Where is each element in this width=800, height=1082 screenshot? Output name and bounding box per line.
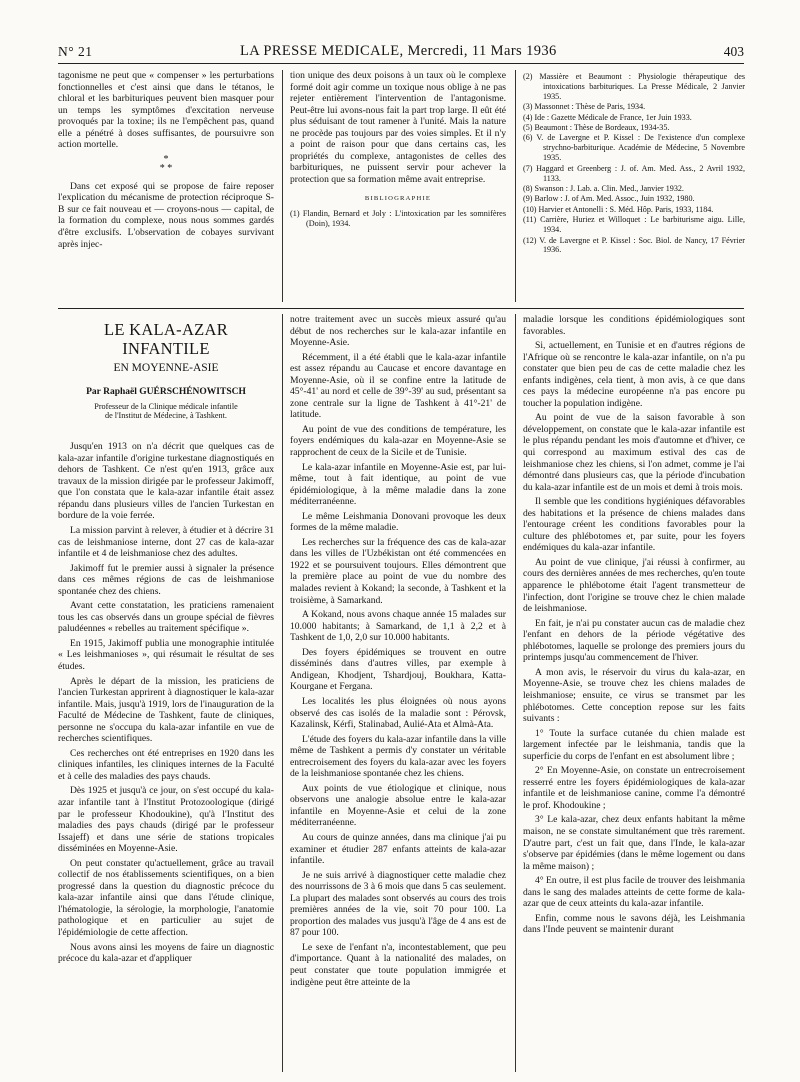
paragraph: Le sexe de l'enfant n'a, incontestablement, que peu d'importance. Quant à la nationalité des malades, on peut constater que toute population immigrée et indigène peut être atteinte de la [290,941,506,988]
paragraph: Au point de vue des conditions de température, les foyers endémiques du kala-azar en Moyenne-Asie se rapprochent de ceux de la Sicile et de Tunisie. [290,423,506,459]
paragraph: En fait, je n'ai pu constater aucun cas de maladie chez l'enfant en dehors de la période végétative des phlébotomes, laquelle se prolonge des premiers jours du printemps jusqu'au commencement de l'hiver. [523,617,745,664]
reference-item: (6) V. de Lavergne et P. Kissel : De l'existence d'un complexe strychno-barbiturique. Académie de Médecine, 5 Novembre 1935. [523,133,745,163]
reference-item: (3) Massonnet : Thèse de Paris, 1934. [523,102,646,112]
paragraph: Aux points de vue étiologique et clinique, nous observons une analogie absolue entre le kala-azar infantile en Moyenne-Asie et celui de la zone méditerranéenne. [290,782,506,829]
reference-item: (9) Barlow : J. of Am. Med. Assoc., Juin 1932, 1980. [523,194,695,204]
reference-item: (5) Beaumont : Thèse de Bordeaux, 1934-35. [523,123,670,133]
author-affiliation: Professeur de la Clinique médicale infantile de l'Institut de Médecine, à Tashkent. [94,401,238,421]
reference-item: (12) V. de Lavergne et P. Kissel : Soc. Biol. de Nancy, 17 Février 1936. [523,235,745,255]
article-column-2 [290,314,506,1074]
paragraph: Des foyers épidémiques se trouvent en outre disséminés dans d'autres villes, par exemple à Andigean, Khodjent, Tshardjouj, Boukhara, Katta-Kourgane et Fergana. [290,646,506,693]
paragraph: tion unique des deux poisons à un taux où le complexe formé doit agir comme un toxique nous oblige à ne pas rejeter entièrement l'intervention de l'antagonisme. Peut-être lui avons-nous fait la part trop large. Il eût été plus séduisant de tout ramener à l'unité. Mais la nature ne procède pas toujours par des voies simples. Et il n'y a point de raison pour que dans certains cas, les propriétés du complexe, antagonistes de celles des barbituriques, ne puissent servir pour achever la protection que sa formation même avait entreprise. [290,70,506,185]
section-divider [58,308,744,309]
paragraph: La mission parvint à relever, à étudier et à décrire 31 cas de leishmaniose interne, dont 27 cas de kala-azar infantile et 4 de leishmaniose chez des adultes. [58,524,274,560]
paragraph: On peut constater qu'actuellement, grâce au travail collectif de nos établissements scientifiques, on a bien progressé dans la question du diagnostic précoce du kala-azar infantile ainsi que dans l'étude clinique, l'hématologie, la sérologie, la morphologie, l'anatomie pathologique et en particulier au sujet de l'épidémiologie de cette affection. [58,857,274,939]
article-column-3 [523,314,745,1074]
reference-item: (7) Haggard et Greenberg : J. of. Am. Med. Ass., 2 Avril 1932, 1133. [523,163,745,183]
issue-number: N° 21 [58,44,93,59]
reference-item: (2) Massière et Beaumont : Physiologie thérapeutique des intoxications barbituriques. La Presse Médicale, 2 Janvier 1935. [523,72,745,101]
article-author: Par Raphaël GUÉRSCHÉNOWITSCH [86,387,246,397]
column-rule [515,70,516,302]
paragraph: Récemment, il a été établi que le kala-azar infantile est assez répandu au Caucase et encore davantage en Moyenne-Asie, où il se confine entre la latitude de 45°-41' au nord et celle de 39°-39' au sud, présentant sa zone centrale sur la ligne de Tashkent à 41°-21' de latitude. [290,351,506,421]
running-header [58,42,744,64]
column-rule [515,314,516,1072]
paragraph: A Kokand, nous avons chaque année 15 malades sur 10.000 habitants; à Samarkand, de 1,1 à 2,2 et à Tashkent de 1,0, 2,0 sur 10.000 habitants. [290,609,506,644]
reference-item: (8) Swanson : J. Lab. a. Clin. Med., Janvier 1932. [523,183,684,193]
paragraph: Au point de vue clinique, j'ai réussi à confirmer, au cours des dernières années de mes recherches, qu'en toute apparence le phlébotome était l'agent transmetteur de l'infection, dont l'origine se trouve chez le chien malade de leishmaniose. [523,556,745,615]
paragraph: Il semble que les conditions hygiéniques défavorables des habitations et la présence de chiens malades dans l'entourage créent les conditions favorables pour la culture des phlébotomes et, par suite, pour les foyers endémiques du kala-azar infantile. [523,496,745,554]
top-column-1 [58,70,274,302]
paragraph: Les recherches sur la fréquence des cas de kala-azar dans les villes de l'Uzbékistan ont été commencées en 1922 et se poursuivent toujours. Elles démontrent que la première place au point de vue du nombre des malades revient à Kokand; la seconde, à Tashkent et la troisième, à Samarkand. [290,536,506,606]
top-column-3-references [523,72,745,292]
paragraph: notre traitement avec un succès mieux assuré qu'au début de nos recherches sur le kala-azar infantile en Moyenne-Asie. [290,314,506,349]
paragraph: tagonisme ne peut que « compenser » les perturbations fonctionnelles et c'est ainsi que dans le tétanos, le chloral et les barbituriques peuvent bien masquer pour un temps les symptômes d'excitation nerveuse provoqués par la toxine; ils ne l'empêchent pas, quand elle a pénétré à doses suffisantes, de poursuivre son action mortelle. [58,70,274,151]
paragraph: Dès 1925 et jusqu'à ce jour, on s'est occupé du kala-azar infantile tant à l'Institut Protozoologique (dirigé par le professeur Khodoukine), qu'à l'Institut des maladies des pays chauds (dirigé par le professeur Issajeff) et dans une série de stations tropicales disséminées en Moyenne-Asie. [58,785,274,855]
article-subtitle: EN MOYENNE-ASIE [113,362,219,374]
paragraph: Le kala-azar infantile en Moyenne-Asie est, par lui-même, tout à fait identique, au point de vue épidémiologique, à la même maladie dans la zone méditerranéenne. [290,461,506,508]
article-column-1 [58,314,274,1074]
section-separator-stars: * * * [159,153,173,174]
paragraph: 1° Toute la surface cutanée du chien malade est largement infectée par le leishmania, tandis que la superficie du corps de l'enfant en est absolument libre ; [523,727,745,762]
paragraph: Dans cet exposé qui se propose de faire reposer l'explication du mécanisme de protection réciproque S-B sur ce fait nouveau et — croyons-nous — capital, de la formation du complexe, nous nous sommes gardés d'être exclusifs. L'observation de cobayes survivant après injec- [58,180,274,250]
column-rule [282,314,283,1072]
paragraph: 2° En Moyenne-Asie, on constate un entrecroisement resserré entre les foyers épidémiologiques de kala-azar infantile et de leishmaniose canine, comme l'a démontré le prof. Khodoukine ; [523,765,745,811]
paragraph: Au cours de quinze années, dans ma clinique j'ai pu examiner et étudier 287 enfants atteints de kala-azar infantile. [290,831,506,867]
page-number: 403 [723,44,744,59]
paragraph: Jakimoff fut le premier aussi à signaler la présence dans ces mêmes régions de cas de leishmaniose spontanée chez des chiens. [58,562,274,597]
article-title: LE KALA-AZAR INFANTILE [103,320,229,358]
paragraph: A mon avis, le réservoir du virus du kala-azar, en Moyenne-Asie, se trouve chez les chiens malades de leishmaniose; ensuite, ce virus se transmet par les phlébotomes. Cette conception repose sur les faits suivants : [523,666,745,725]
paragraph: Ces recherches ont été entreprises en 1920 dans les cliniques infantiles, les cliniques internes de la Faculté et à celle des maladies des pays chauds. [58,747,274,782]
reference-item: (11) Carrière, Huriez et Willoquet : Le barbiturisme aigu. Lille, 1934. [523,215,745,235]
reference-item: (4) Ide : Gazette Médicale de France, 1er Juin 1933. [523,112,692,122]
paragraph: Enfin, comme nous le savons déjà, les Leishmania dans l'Inde peuvent se maintenir durant [523,912,745,936]
paragraph: maladie lorsque les conditions épidémiologiques sont favorables. [523,314,745,337]
bibliography-item: (1) Flandin, Bernard et Joly : L'intoxication par les somnifères (Doin), 1934. [290,209,506,229]
paragraph: Au point de vue de la saison favorable à son développement, on constate que le kala-azar infantile est le plus répandu pendant les mois d'automne et d'hiver, ce qui correspond au maximum estival des cas de leishmaniose chez les chiens, si l'on admet, comme je l'ai démontré dans plusieurs cas, que la période d'incubation du kala-azar infantile est de un mois et demi à trois mois. [523,412,745,493]
paragraph: Jusqu'en 1913 on n'a décrit que quelques cas de kala-azar infantile d'origine turkestane diagnostiqués en dehors de Tashkent. Ce n'est qu'en 1913, grâce aux travaux de la mission dirigée par le professeur Jakimoff, que l'on constata que le kala-azar infantile était assez répandu dans plusieurs villes de l'ancien Turkestan en bordure de la voie ferrée. [58,441,274,522]
paragraph: L'étude des foyers du kala-azar infantile dans la ville même de Tashkent a permis d'y constater un véritable entrecroisement des foyers du kala-azar avec les foyers de la leishmaniose spontanée chez les chiens. [290,733,506,780]
paragraph: Nous avons ainsi les moyens de faire un diagnostic précoce du kala-azar et d'appliquer [58,941,274,965]
paragraph: Les localités les plus éloignées où nous ayons observé des cas isolés de la maladie sont : Pérovsk, Kazalinsk, Kérfi, Stalinabad, Aulié-Ata et Almà-Ata. [290,695,506,731]
bibliography-heading: BIBLIOGRAPHIE [364,195,432,203]
paragraph: Je ne suis arrivé à diagnostiquer cette maladie chez des nourrissons de 3 à 6 mois que dans 5 cas seulement. La plupart des malades sont observés au cours des trois premières années de la vie, soit 70 pour 100. La proportion des malades vus jusqu'à l'âge de 4 ans est de 87 pour 100. [290,869,506,939]
column-rule [282,70,283,302]
paragraph: Avant cette constatation, les praticiens ramenaient tous les cas observés dans un groupe spécial de fièvres paludéennes « rebelles au traitement spécifique ». [58,600,274,635]
paragraph: En 1915, Jakimoff publia une monographie intitulée « Les leishmanioses », qui résumait le résultat de ses études. [58,637,274,672]
reference-item: (10) Harvier et Antonelli : S. Méd. Hôp. Paris, 1933, 1184. [523,204,714,214]
paragraph: Le même Leishmania Donovani provoque les deux formes de la même maladie. [290,510,506,534]
paragraph: 4° En outre, il est plus facile de trouver des leishmania dans le sang des malades atteints de cette forme de kala-azar que de ceux atteints du kala-azar infantile. [523,875,745,910]
top-column-2 [290,70,506,302]
paragraph: 3° Le kala-azar, chez deux enfants habitant la même maison, ne se constate simultanément que très rarement. D'autre part, c'est un fait que, dans l'Inde, le kala-azar s'observe par épidémies (dans le même logement ou dans la même maison) ; [523,814,745,872]
journal-title: LA PRESSE MEDICALE, Mercredi, 11 Mars 1936 [240,43,557,59]
paragraph: Après le départ de la mission, les praticiens de l'ancien Turkestan apprirent à diagnostiquer le kala-azar infantile. Mais, jusqu'à 1919, lors de l'inauguration de la Faculté de Médecine de Tashkent, faute de cliniques, personne ne s'occupa du kala-azar infantile en vue de recherches scientifiques. [58,675,274,745]
paragraph: Si, actuellement, en Tunisie et en d'autres régions de l'Afrique où se rencontre le kala-azar infantile, on n'a pu constater que bien peu de cas de cette maladie chez les enfants indigènes, cela tient, à mon avis, à ce que dans ces pays la médecine européenne n'a pas encore pu toucher la population indigène. [523,340,745,409]
